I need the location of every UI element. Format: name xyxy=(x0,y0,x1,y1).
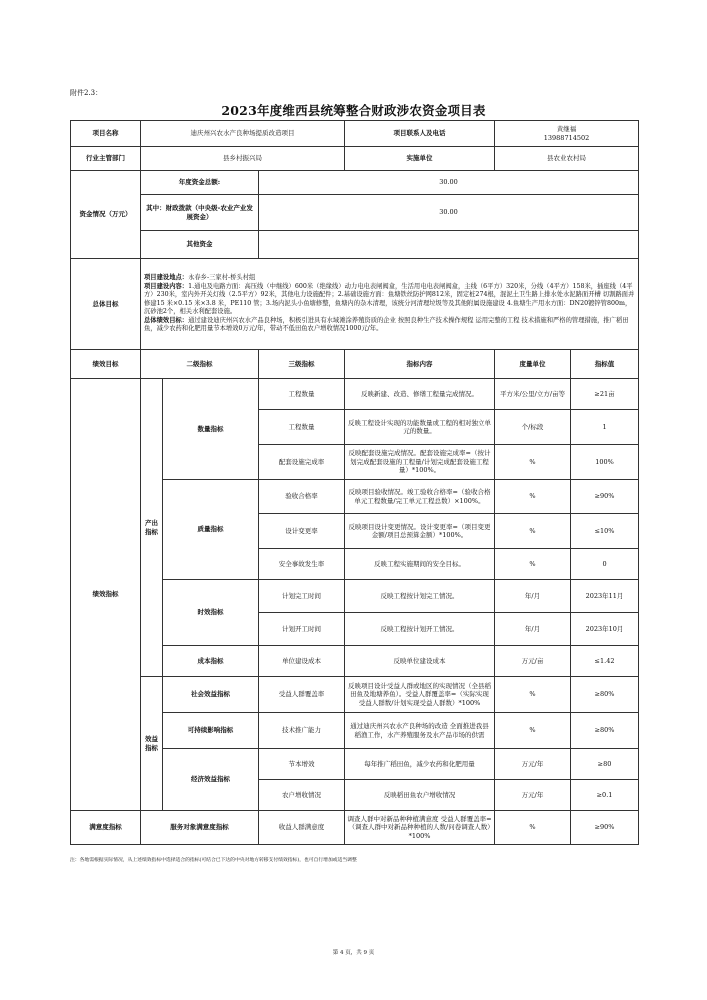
perf-header-row xyxy=(71,350,639,379)
indicator-name: 验收合格率 xyxy=(259,480,345,514)
indicator-value: 2023年11月 xyxy=(571,580,639,613)
indicator-unit: 平方米/公里/立方/亩等 xyxy=(495,379,571,410)
header-unit: 度量单位 xyxy=(495,350,571,379)
indicator-value: ≥0.1 xyxy=(571,780,639,811)
indicator-name: 工程数量 xyxy=(259,379,345,410)
row-dept xyxy=(71,147,639,171)
row-project-name xyxy=(71,121,639,147)
indicator-value: 100% xyxy=(571,445,639,480)
indicator-content: 反映新建、改造、修缮工程量完成情况。 xyxy=(345,379,495,410)
header-content: 指标内容 xyxy=(345,350,495,379)
goal-loc-label: 项目建设地点： xyxy=(144,274,189,282)
page-title: 2023年度维西县统筹整合财政涉农资金项目表 xyxy=(221,103,486,118)
indicator-content: 反映工程实施期间的安全目标。 xyxy=(345,549,495,580)
fund-fiscal-value: 30.00 xyxy=(259,195,639,231)
fund-other-label: 其他资金 xyxy=(141,231,259,259)
cost-label: 成本指标 xyxy=(163,646,259,677)
project-name-label: 项目名称 xyxy=(71,121,141,147)
indicator-value: ≤1.42 xyxy=(571,646,639,677)
indicator-name: 收益人群满意度 xyxy=(259,811,345,845)
row-goal xyxy=(71,259,639,350)
goal-perf: 通过建设迪庆州兴农水产品良种场，积极引进具有水域滩涂养殖资质的企业 按照良种生产技术操作规程 运用完整的工程 技术措施和严格的管理措施，推广稻田鱼，减少农药和化肥用量节本增效0万元/年，带动不低田鱼农户增收情况1000元/年。 xyxy=(144,316,629,333)
indicator-content: 反映单位建设成本 xyxy=(345,646,495,677)
indicator-unit: % xyxy=(495,445,571,480)
impl-label: 实施单位 xyxy=(345,147,495,171)
fund-fiscal-label: 其中：财政拨款（中央级-农业产业发展资金） xyxy=(141,195,259,231)
indicator-unit: % xyxy=(495,713,571,749)
indicator-content: 反映项目验收情况。竣工验收合格率=（验收合格单元工程数量/完工单元工程总数）×100%。 xyxy=(345,480,495,514)
indicator-content: 反映配套设施完成情况。配套设施完成率=（按计划完成配套设施的工程量/计划完成配套设施工程量）*100%。 xyxy=(345,445,495,480)
indicator-content: 调查人群中对新品种种植满意度 受益人群覆盖率=（调查人群中对新品种种植的人数/问卷调查人数）*100% xyxy=(345,811,495,845)
header-level2: 二级指标 xyxy=(141,350,259,379)
fund-total-label: 年度资金总额: xyxy=(141,171,259,195)
goal-perf-label: 总体绩效目标： xyxy=(144,316,189,324)
indicator-unit: 万元/年 xyxy=(495,780,571,811)
indicator-content: 反映工程按计划完工情况。 xyxy=(345,580,495,613)
page-number: 第 4 页，共 9 页 xyxy=(332,950,375,956)
contact-name: 黄继福 xyxy=(556,125,577,134)
indicator-value: 0 xyxy=(571,549,639,580)
timeliness-label: 时效指标 xyxy=(163,580,259,646)
indicator-unit: 万元/年 xyxy=(495,749,571,780)
dept-value: 县乡村振兴局 xyxy=(141,147,345,171)
social-label: 社会效益指标 xyxy=(163,677,259,713)
goal-content: 1.通电及电路方面：高压线（中继线）600米（绝缘线）动力电电表闸阀盒，生活用电电表闸阀盒，主线（6平方）320米，分线（4平方）158米，插座线（4平方）230米，室内外开关灯线（2.5平方）92米，其他电力设施配件；2.基础设施方面：鱼塘铁丝防护网812米，固定桩274根，混泥土卫生路上排水处水泥路面开槽 切割路面并修建15 米×0.15 米×3.8 米，PE110 管；3.场内泥头小鱼塘修整，鱼塘内的杂木清理，该统分河清理垃圾等及其他附属设施建设 4.鱼塘生产用水方面：DN20镀锌管800m，沉砂池2个，相关水利配套设施。 xyxy=(144,282,635,316)
indicator-name: 工程数量 xyxy=(259,410,345,445)
indicator-content: 反映项目设计变更情况。设计变更率=（项目变更金额/项目总预算金额）*100%。 xyxy=(345,514,495,549)
indicator-name: 农户增收情况 xyxy=(259,780,345,811)
header-value: 指标值 xyxy=(571,350,639,379)
funds-label: 资金情况（万元） xyxy=(71,171,141,259)
indicator-content: 反映项目设计受益人群或地区的实现情况（全县稻田鱼及地塘养鱼）。受益人群覆盖率=（实际实现受益人群数/计划实现受益人群数）*100% xyxy=(345,677,495,713)
contact-phone: 13988714502 xyxy=(543,133,590,142)
indicator-name: 计划开工时间 xyxy=(259,613,345,646)
indicator-value: ≥80% xyxy=(571,713,639,749)
perf-row xyxy=(71,677,639,713)
indicator-unit: % xyxy=(495,480,571,514)
indicator-unit: 万元/亩 xyxy=(495,646,571,677)
quantity-label: 数量指标 xyxy=(163,379,259,480)
indicator-name: 配套设施完成率 xyxy=(259,445,345,480)
goal-text xyxy=(141,259,639,350)
indicator-name: 节本增效 xyxy=(259,749,345,780)
header-level3: 三级指标 xyxy=(259,350,345,379)
fund-other-value xyxy=(259,231,639,259)
project-name-value: 迪庆州兴农水产良种场提质改造项目 xyxy=(141,121,345,147)
indicator-content: 每年推广稻田鱼，减少农药和化肥用量 xyxy=(345,749,495,780)
attachment-label: 附件2.3： xyxy=(70,89,103,97)
indicator-unit: 年/月 xyxy=(495,613,571,646)
footnote: 注：各地需根据实际情况，从上述绩效指标中选择适合的指标(可结合已下达的中央对地方转移支付绩效指标)，也可自行增加或适当调整 xyxy=(70,858,357,863)
row-fund-other xyxy=(71,231,639,259)
indicator-name: 安全事故发生率 xyxy=(259,549,345,580)
quality-label: 质量指标 xyxy=(163,480,259,580)
contact-value xyxy=(495,121,639,147)
indicator-content: 反映工程按计划开工情况。 xyxy=(345,613,495,646)
indicator-name: 设计变更率 xyxy=(259,514,345,549)
fund-total-value: 30.00 xyxy=(259,171,639,195)
benefit-label: 效益指标 xyxy=(141,677,163,811)
perf-mid-label: 绩效指标 xyxy=(71,379,141,811)
indicator-name: 单位建设成本 xyxy=(259,646,345,677)
goal-content-label: 项目建设内容： xyxy=(144,282,189,290)
indicator-name: 技术推广能力 xyxy=(259,713,345,749)
row-fund-total xyxy=(71,171,639,195)
goal-label: 总体目标 xyxy=(71,259,141,350)
indicator-value: 1 xyxy=(571,410,639,445)
indicator-name: 计划完工时间 xyxy=(259,580,345,613)
indicator-value: ≥21亩 xyxy=(571,379,639,410)
sustain-label: 可持续影响指标 xyxy=(163,713,259,749)
indicator-content: 通过迪庆州兴农水产良种场的改造 全面推进我县稻渔工作，水产养殖服务及水产品市场的供需 xyxy=(345,713,495,749)
indicator-value: 2023年10月 xyxy=(571,613,639,646)
indicator-unit: % xyxy=(495,811,571,845)
goal-loc: 永春乡-三家村-桥头村组 xyxy=(188,274,256,282)
indicator-unit: % xyxy=(495,514,571,549)
indicator-unit: 个/标段 xyxy=(495,410,571,445)
perf-row xyxy=(71,379,639,410)
indicator-value: ≥80% xyxy=(571,677,639,713)
dept-label: 行业主管部门 xyxy=(71,147,141,171)
indicator-value: ≥80 xyxy=(571,749,639,780)
perf-label: 绩效目标 xyxy=(71,350,141,379)
service-label: 服务对象满意度指标 xyxy=(141,811,259,845)
impl-value: 县农业农村局 xyxy=(495,147,639,171)
indicator-unit: 年/月 xyxy=(495,580,571,613)
indicator-content: 反映稻田鱼农户增收情况 xyxy=(345,780,495,811)
indicator-unit: % xyxy=(495,549,571,580)
indicator-name: 受益人群覆盖率 xyxy=(259,677,345,713)
indicator-value: ≥90% xyxy=(571,811,639,845)
econ-label: 经济效益指标 xyxy=(163,749,259,811)
output-label: 产出指标 xyxy=(141,379,163,677)
indicator-content: 反映工程设计实现的功能数量或工程的相对独立单元的数量。 xyxy=(345,410,495,445)
indicator-unit: % xyxy=(495,677,571,713)
indicator-value: ≥90% xyxy=(571,480,639,514)
perf-row xyxy=(71,811,639,845)
indicator-value: ≤10% xyxy=(571,514,639,549)
satisfaction-label: 满意度指标 xyxy=(71,811,141,845)
row-fund-fiscal xyxy=(71,195,639,231)
contact-label: 项目联系人及电话 xyxy=(345,121,495,147)
project-table xyxy=(70,120,639,845)
